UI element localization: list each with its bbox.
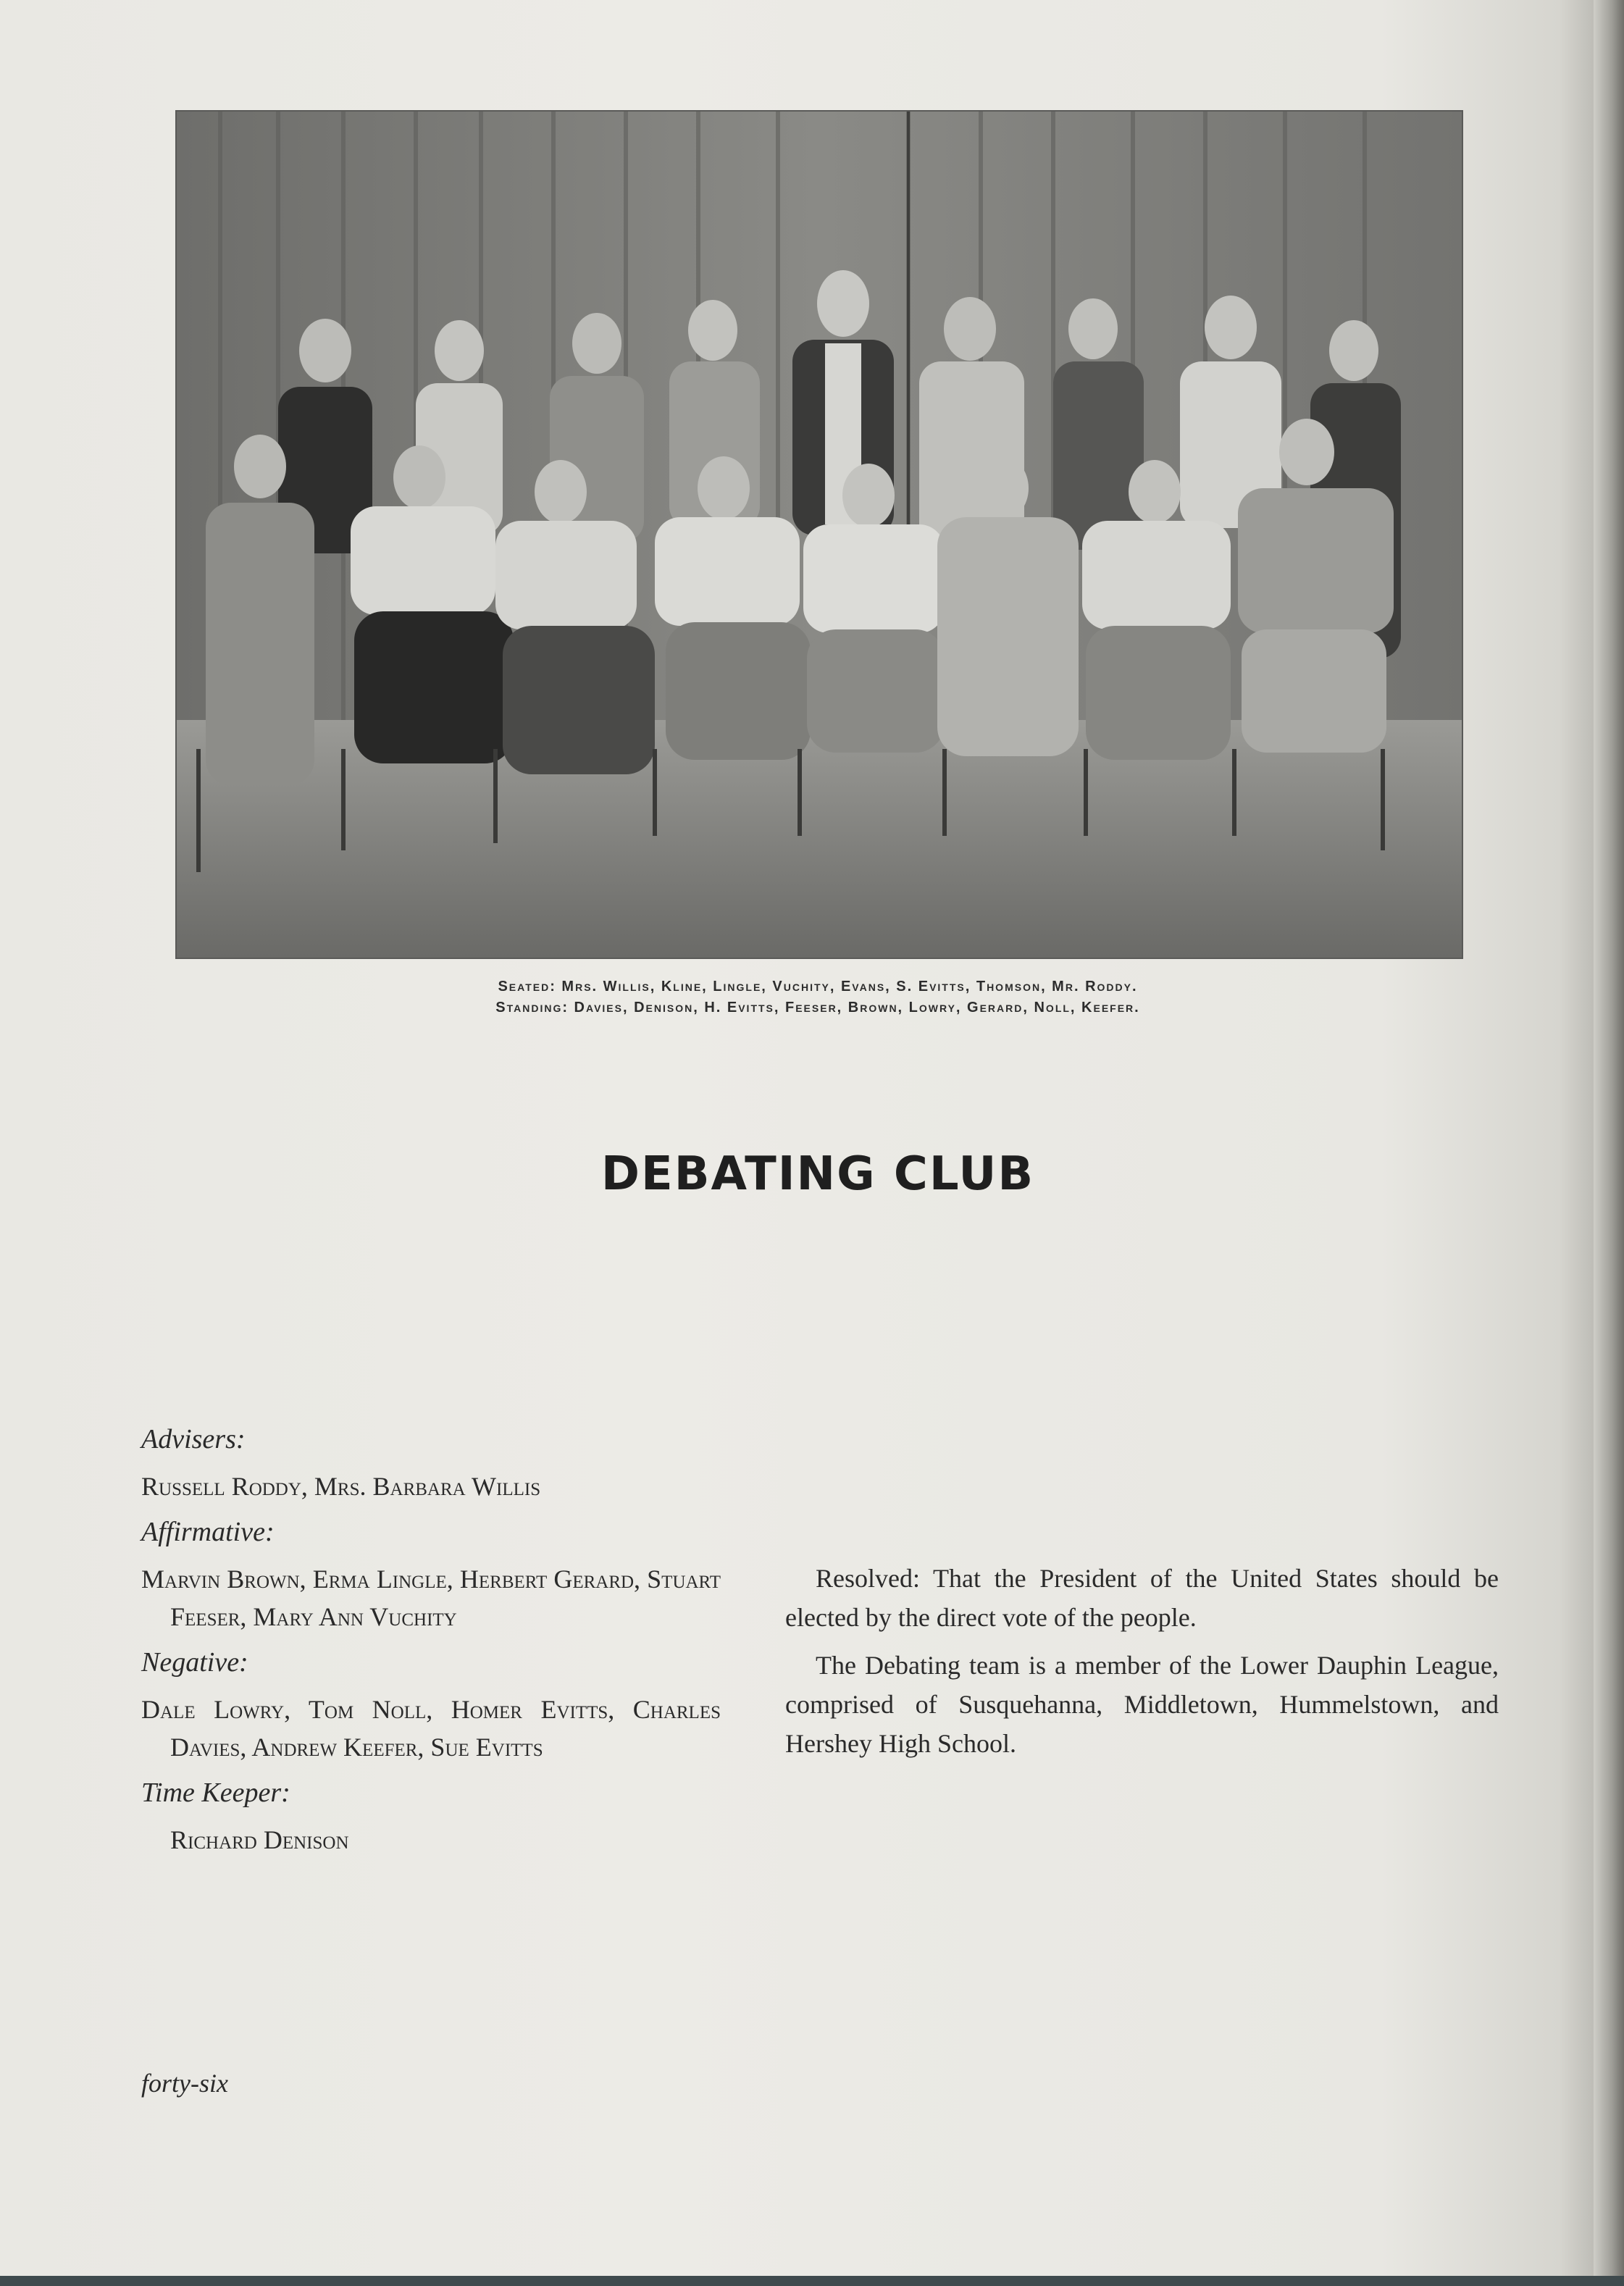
league-paragraph: The Debating team is a member of the Lower Dauphin League, comprised of Susquehanna, Middletown, Hummelstown, and Hershey High School.: [785, 1651, 1499, 1758]
advisers-names: Russell Roddy, Mrs. Barbara Willis: [141, 1472, 541, 1501]
page-number: forty-six: [141, 2069, 228, 2098]
affirmative-names: Marvin Brown, Erma Lingle, Herbert Gerard, Stuart Feeser, Mary Ann Vuchity: [141, 1565, 721, 1631]
advisers-label: Advisers:: [141, 1424, 246, 1454]
timekeeper-name: Richard Denison: [170, 1825, 349, 1854]
resolution-text: [785, 1559, 1499, 1772]
club-roster: [141, 1421, 721, 1867]
bottom-edge: [0, 2276, 1624, 2286]
page-title: DEBATING CLUB: [600, 1147, 1035, 1201]
timekeeper-label: Time Keeper:: [141, 1778, 290, 1808]
affirmative-label: Affirmative:: [141, 1517, 275, 1547]
group-photograph: [175, 110, 1463, 959]
negative-label: Negative:: [141, 1647, 248, 1678]
page-edge-shadow: [1594, 0, 1624, 2286]
photo-caption: [175, 976, 1460, 1018]
negative-names: Dale Lowry, Tom Noll, Homer Evitts, Charles Davies, Andrew Keefer, Sue Evitts: [141, 1695, 721, 1762]
caption-standing: Standing: Davies, Denison, H. Evitts, Feeser, Brown, Lowry, Gerard, Noll, Keefer.: [495, 1000, 1140, 1016]
caption-seated: Seated: Mrs. Willis, Kline, Lingle, Vuchity, Evans, S. Evitts, Thomson, Mr. Roddy.: [498, 979, 1138, 995]
resolved-paragraph: Resolved: That the President of the United States should be elected by the direct vote of the people.: [785, 1564, 1499, 1632]
